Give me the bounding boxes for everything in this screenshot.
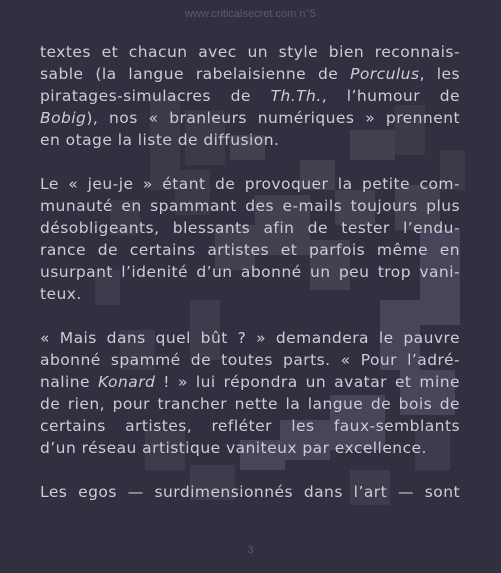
text-line: teux. bbox=[40, 285, 82, 303]
text-line: d’un réseau artistique vaniteux par excellence. bbox=[40, 439, 427, 457]
text-line: de rien, pour trancher nette la langue de bois de bbox=[40, 395, 460, 413]
article-body bbox=[40, 41, 460, 525]
text-line bbox=[40, 85, 460, 107]
italic-name-thth: Th.Th. bbox=[270, 87, 322, 105]
text-segment: ), nos « branleurs numériques » prennent bbox=[86, 109, 460, 127]
text-segment: piratages-simulacres de bbox=[40, 87, 271, 105]
paragraph-3 bbox=[40, 327, 460, 459]
text-segment: , l’humour de bbox=[321, 87, 460, 105]
text-segment: ! » lui répondra un avatar et mine bbox=[155, 373, 461, 391]
text-line: rance de certains artistes et parfois même en bbox=[40, 241, 460, 259]
text-segment: naline bbox=[40, 373, 98, 391]
text-line: en otage la liste de diffusion. bbox=[40, 131, 280, 149]
text-segment: sable (la langue rabelaisienne de bbox=[40, 65, 351, 83]
text-line: munauté en spammant des e-mails toujours plus bbox=[40, 197, 460, 215]
text-segment: , les bbox=[419, 65, 460, 83]
text-line: Les egos — surdimensionnés dans l’art — sont bbox=[40, 483, 460, 501]
text-line: Le « jeu-je » étant de provoquer la petite com- bbox=[40, 175, 460, 193]
italic-name-porculus: Porculus bbox=[350, 65, 420, 83]
text-line bbox=[40, 107, 460, 129]
text-line: désobligeants, blessants afin de tester l’endu- bbox=[40, 219, 460, 237]
text-line: textes et chacun avec un style bien reconnais- bbox=[40, 43, 460, 61]
text-line bbox=[40, 63, 460, 85]
text-line: usurpant l’idenité d’un abonné un peu trop vani- bbox=[40, 263, 460, 281]
paragraph-2 bbox=[40, 173, 460, 305]
text-line: abonné spammé de toutes parts. « Pour l’adré- bbox=[40, 351, 460, 369]
text-line bbox=[40, 371, 460, 393]
page-number: 3 bbox=[247, 544, 254, 556]
paragraph-4 bbox=[40, 481, 460, 503]
text-line: certains artistes, refléter les faux-semblants bbox=[40, 417, 460, 435]
text-line: « Mais dans quel bût ? » demandera le pauvre bbox=[40, 329, 460, 347]
paragraph-1 bbox=[40, 41, 460, 151]
site-header: www.criticalsecret.com n°5 bbox=[185, 8, 316, 20]
italic-name-konard: Konard bbox=[97, 373, 156, 391]
italic-name-bobig: Bobig bbox=[40, 109, 87, 127]
